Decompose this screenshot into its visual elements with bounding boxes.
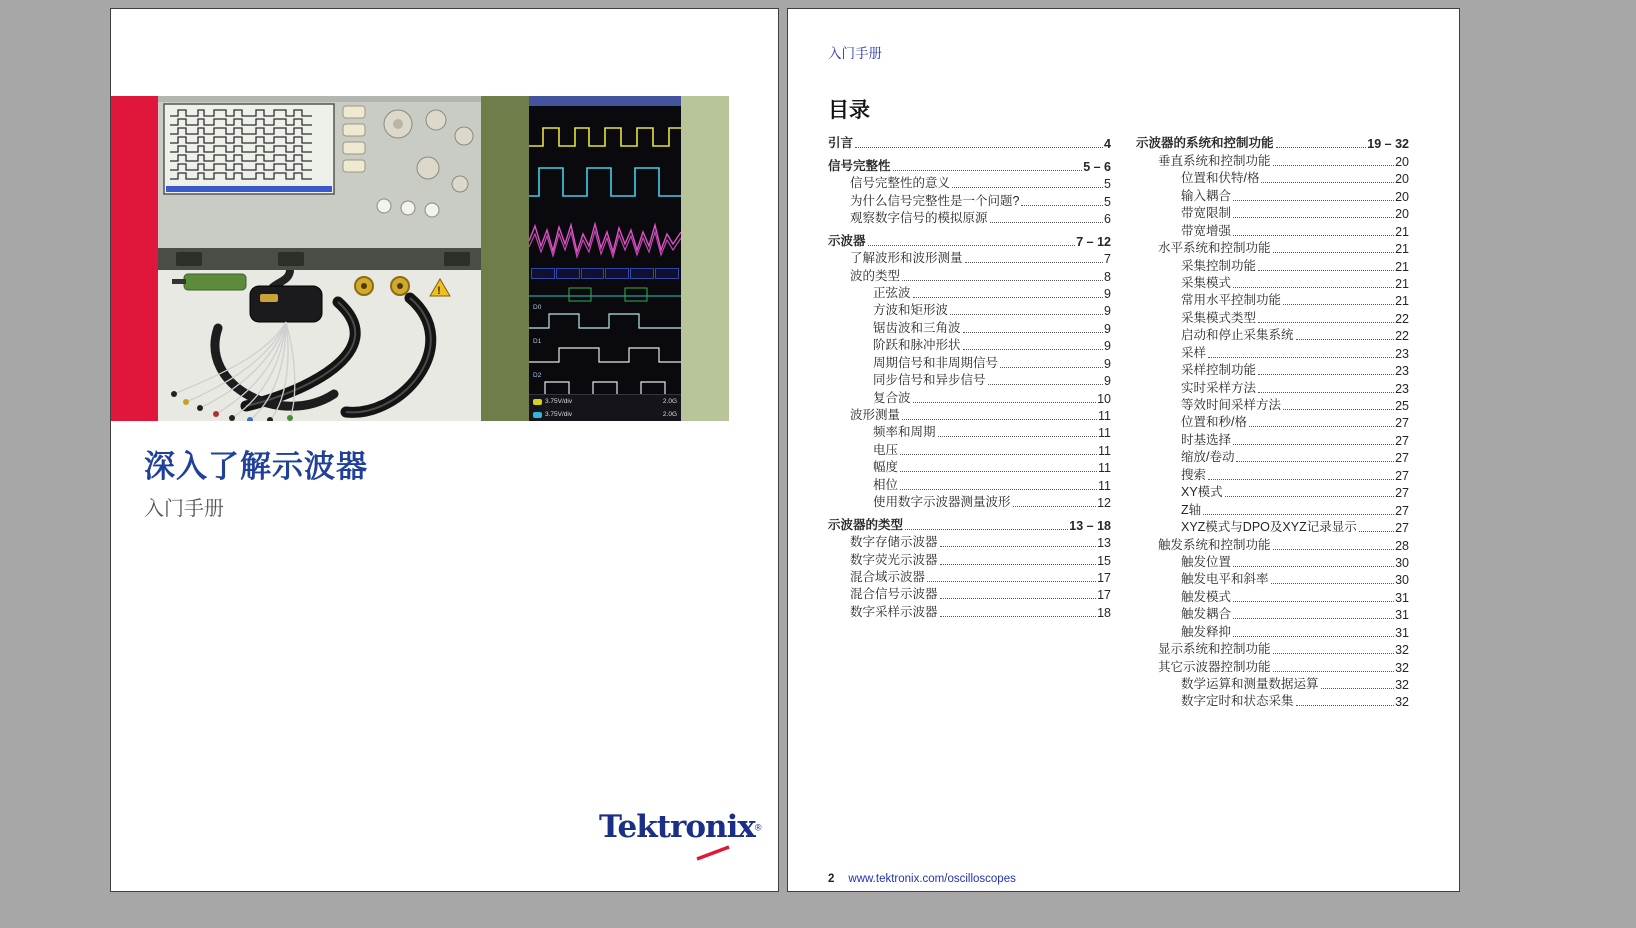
page-footer — [828, 873, 1016, 885]
toc-entry[interactable] — [828, 585, 1111, 602]
toc-entry-page: 31 — [1395, 608, 1409, 623]
tektronix-logo — [599, 809, 769, 865]
channel2-color-chip — [533, 412, 542, 418]
toc-entry[interactable] — [1136, 675, 1409, 692]
toc-entry[interactable] — [1136, 256, 1409, 273]
toc-entry-page: 32 — [1395, 643, 1409, 658]
toc-entry-page: 23 — [1395, 364, 1409, 379]
toc-entry[interactable] — [1136, 221, 1409, 238]
toc-entry-page: 32 — [1395, 660, 1409, 675]
leader-dots — [938, 436, 1098, 437]
toc-entry-label: 触发耦合 — [1181, 607, 1232, 622]
toc-entry[interactable] — [828, 266, 1111, 283]
toc-entry-page: 15 — [1097, 553, 1111, 568]
toc-entry[interactable] — [1136, 204, 1409, 221]
leader-dots — [902, 419, 1097, 420]
toc-entry[interactable] — [828, 284, 1111, 301]
toc-entry-label: 引言 — [828, 136, 854, 151]
leader-dots — [1233, 618, 1394, 619]
toc-entry-page: 13 – 18 — [1069, 518, 1111, 533]
toc-entry-page: 27 — [1395, 433, 1409, 448]
toc-entry-label: 带宽限制 — [1181, 206, 1232, 221]
toc-entry-page: 21 — [1395, 224, 1409, 239]
leader-dots — [1208, 479, 1394, 480]
toc-entry[interactable] — [1136, 692, 1409, 709]
toc-entry-label: 位置和秒/格 — [1181, 415, 1247, 430]
leader-dots — [1225, 496, 1394, 497]
toc-entry[interactable] — [1136, 151, 1409, 168]
toc-entry-label: 方波和矩形波 — [873, 303, 949, 318]
tektronix-wordmark: Tektronix — [599, 809, 755, 845]
toc-entry-label: 采集控制功能 — [1181, 258, 1257, 273]
leader-dots — [1258, 270, 1394, 271]
leader-dots — [1233, 566, 1394, 567]
scope-bus-cell — [581, 268, 605, 279]
toc-entry-label: 信号完整性的意义 — [850, 176, 951, 191]
toc-entry-page: 20 — [1395, 154, 1409, 169]
toc-entry-label: 垂直系统和控制功能 — [1158, 153, 1271, 168]
toc-entry[interactable] — [1136, 291, 1409, 308]
toc-entry-label: 示波器的系统和控制功能 — [1136, 136, 1274, 151]
toc-column-left — [828, 129, 1111, 620]
toc-entry-label: 采集模式 — [1181, 275, 1232, 290]
toc-entry[interactable] — [1136, 605, 1409, 622]
toc-entry-label: 数学运算和测量数据运算 — [1181, 677, 1319, 691]
leader-dots — [1013, 506, 1097, 507]
leader-dots — [1233, 200, 1394, 201]
toc-entry-label: 示波器 — [828, 233, 866, 248]
toc-entry-page: 18 — [1097, 605, 1111, 620]
leader-dots — [965, 262, 1104, 263]
toc-entry[interactable] — [1136, 134, 1409, 151]
registered-mark: ® — [754, 822, 762, 833]
toc-entry-page: 11 — [1098, 409, 1111, 423]
toc-entry-label: 时基选择 — [1181, 432, 1232, 447]
toc-entry-page: 5 — [1104, 177, 1111, 192]
footer-page-number: 2 — [828, 873, 835, 885]
scope-bus-cell — [605, 268, 629, 279]
scope-menu-bar — [529, 96, 681, 106]
leader-dots — [990, 222, 1104, 223]
toc-entry-label: 幅度 — [873, 460, 899, 475]
leader-dots — [900, 489, 1097, 490]
toc-entry-page: 11 — [1098, 461, 1111, 476]
toc-heading: 目录 — [828, 99, 870, 122]
toc-entry-label: 常用水平控制功能 — [1181, 293, 1282, 308]
toc-entry-page: 30 — [1395, 573, 1409, 588]
leader-dots — [1236, 461, 1394, 462]
toc-entry-page: 32 — [1395, 695, 1409, 710]
toc-entry[interactable] — [828, 388, 1111, 405]
leader-dots — [913, 402, 1097, 403]
toc-entry[interactable] — [1136, 657, 1409, 674]
toc-entry-label: 输入耦合 — [1181, 188, 1232, 203]
toc-entry[interactable] — [1136, 483, 1409, 500]
svg-text:!: ! — [437, 285, 441, 297]
leader-dots — [1283, 409, 1394, 410]
leader-dots — [940, 546, 1097, 547]
toc-entry-label: 采样控制功能 — [1181, 363, 1257, 378]
leader-dots — [1271, 583, 1395, 584]
toc-entry[interactable] — [1136, 553, 1409, 570]
toc-entry[interactable] — [1136, 448, 1409, 465]
digital-channel-label-d2: D2 — [533, 372, 542, 379]
toc-entry-page: 23 — [1395, 346, 1409, 361]
leader-dots — [1321, 688, 1395, 689]
leader-dots — [1233, 287, 1394, 288]
toc-entry-label: 水平系统和控制功能 — [1158, 241, 1271, 256]
leader-dots — [1258, 374, 1394, 375]
toc-entry-page: 9 — [1104, 356, 1111, 371]
toc-entry-page: 10 — [1097, 391, 1111, 406]
toc-entry-label: 相位 — [873, 477, 899, 492]
toc-entry-page: 13 — [1097, 536, 1111, 551]
toc-column-right — [1136, 129, 1409, 709]
leader-dots — [1233, 217, 1394, 218]
scope-status-row-ch1 — [529, 395, 681, 408]
toc-entry[interactable] — [828, 475, 1111, 492]
scope-bus-cell — [531, 268, 555, 279]
leader-dots — [913, 297, 1104, 298]
scope-bus-cell — [655, 268, 679, 279]
toc-entry-label: 了解波形和波形测量 — [850, 251, 963, 266]
toc-entry-label: 触发电平和斜率 — [1181, 572, 1269, 587]
toc-entry-label: 阶跃和脉冲形状 — [873, 338, 961, 353]
leader-dots — [905, 529, 1068, 530]
toc-entry-page: 21 — [1395, 259, 1409, 274]
toc-entry-label: 位置和伏特/格 — [1181, 171, 1260, 186]
toc-entry-page: 20 — [1395, 189, 1409, 204]
scope-waveforms — [529, 106, 681, 395]
leader-dots — [1021, 205, 1103, 206]
toc-entry[interactable] — [828, 458, 1111, 475]
toc-entry-label: 触发位置 — [1181, 554, 1232, 569]
toc-entry-page: 9 — [1104, 339, 1111, 354]
toc-entry[interactable] — [828, 568, 1111, 585]
toc-entry-page: 5 – 6 — [1083, 159, 1111, 174]
toc-entry-label: 混合域示波器 — [850, 569, 926, 584]
scope-status-bar — [529, 394, 681, 421]
leader-dots — [1233, 601, 1394, 602]
toc-entry-label: 触发释抑 — [1181, 624, 1232, 639]
toc-page — [787, 8, 1460, 892]
leader-dots — [855, 147, 1103, 148]
toc-entry[interactable] — [828, 493, 1111, 510]
toc-entry-label: 波的类型 — [850, 268, 901, 283]
toc-entry[interactable] — [828, 515, 1111, 532]
toc-entry[interactable] — [828, 231, 1111, 248]
toc-entry-page: 7 — [1104, 252, 1111, 267]
toc-entry-label: 等效时间采样方法 — [1181, 398, 1282, 412]
scope-bus-cell — [556, 268, 580, 279]
leader-dots — [1258, 322, 1394, 323]
toc-entry-label: 采集模式类型 — [1181, 310, 1257, 325]
toc-entry-label: 正弦波 — [873, 285, 911, 300]
toc-entry[interactable] — [1136, 326, 1409, 343]
toc-entry[interactable] — [828, 318, 1111, 335]
channel1-color-chip — [533, 399, 542, 405]
toc-entry-label: 其它示波器控制功能 — [1158, 659, 1271, 674]
leader-dots — [1296, 705, 1395, 706]
leader-dots — [940, 598, 1097, 599]
toc-entry-page: 21 — [1395, 294, 1409, 309]
oscilloscope-photo-art — [158, 96, 481, 421]
toc-entry-page: 30 — [1395, 555, 1409, 570]
toc-entry-label: 触发模式 — [1181, 589, 1232, 604]
leader-dots — [1296, 339, 1395, 340]
toc-entry-page: 31 — [1395, 590, 1409, 605]
scope-bus-cell — [630, 268, 654, 279]
scope-status-row-ch2 — [529, 408, 681, 421]
toc-entry-label: XY模式 — [1181, 485, 1223, 500]
toc-entry-label: 触发系统和控制功能 — [1158, 537, 1271, 552]
toc-entry-label: 实时采样方法 — [1181, 380, 1257, 395]
toc-entry-label: 电压 — [873, 442, 899, 457]
toc-entry[interactable] — [828, 301, 1111, 318]
footer-url-link[interactable]: www.tektronix.com/oscilloscopes — [848, 873, 1016, 885]
toc-entry[interactable] — [828, 353, 1111, 370]
toc-entry[interactable] — [828, 533, 1111, 550]
leader-dots — [1273, 671, 1395, 672]
cover-red-bar — [111, 96, 158, 421]
toc-entry[interactable] — [1136, 622, 1409, 639]
toc-entry-page: 27 — [1395, 503, 1409, 518]
leader-dots — [963, 332, 1104, 333]
toc-entry[interactable] — [1136, 500, 1409, 517]
toc-entry[interactable] — [1136, 274, 1409, 291]
toc-entry-page: 9 — [1104, 374, 1111, 389]
toc-entry-label: 启动和停止采集系统 — [1181, 328, 1294, 343]
toc-entry[interactable] — [1136, 570, 1409, 587]
toc-entry-page: 8 — [1104, 269, 1111, 284]
leader-dots — [963, 349, 1104, 350]
toc-entry-label: 周期信号和非周期信号 — [873, 355, 999, 370]
toc-entry-page: 12 — [1097, 496, 1111, 511]
toc-entry[interactable] — [828, 550, 1111, 567]
toc-entry-page: 22 — [1395, 329, 1409, 344]
toc-entry[interactable] — [828, 174, 1111, 191]
toc-entry-label: 示波器的类型 — [828, 517, 904, 532]
toc-entry-page: 23 — [1395, 381, 1409, 396]
channel1-scale: 3.75V/div — [545, 398, 573, 405]
leader-dots — [1233, 235, 1394, 236]
toc-entry[interactable] — [1136, 169, 1409, 186]
toc-entry-page: 4 — [1104, 137, 1111, 152]
toc-entry-page: 27 — [1395, 416, 1409, 431]
toc-entry-label: 同步信号和异步信号 — [873, 373, 986, 388]
toc-entry-page: 11 — [1098, 426, 1111, 441]
leader-dots — [1273, 252, 1395, 253]
leader-dots — [1273, 165, 1395, 166]
leader-dots — [902, 280, 1103, 281]
toc-entry[interactable] — [1136, 343, 1409, 360]
leader-dots — [1359, 531, 1394, 532]
digital-channel-label-d1: D1 — [533, 338, 542, 345]
cover-subtitle: 入门手册 — [144, 498, 224, 520]
toc-entry[interactable] — [1136, 535, 1409, 552]
digital-channel-label-d0: D0 — [533, 304, 542, 311]
toc-entry-page: 21 — [1395, 242, 1409, 257]
toc-entry-label: 数字荧光示波器 — [850, 552, 938, 567]
leader-dots — [952, 187, 1103, 188]
toc-entry-page: 11 — [1098, 443, 1111, 458]
leader-dots — [1258, 392, 1394, 393]
leader-dots — [1273, 653, 1395, 654]
toc-entry[interactable] — [828, 249, 1111, 266]
leader-dots — [1249, 426, 1394, 427]
toc-entry[interactable] — [1136, 518, 1409, 535]
scope-screen-capture — [529, 96, 681, 421]
toc-entry-page: 22 — [1395, 311, 1409, 326]
toc-entry-page: 9 — [1104, 304, 1111, 319]
toc-entry[interactable] — [1136, 396, 1409, 413]
leader-dots — [1261, 182, 1394, 183]
toc-entry-label: 显示系统和控制功能 — [1158, 642, 1271, 657]
toc-entry-page: 27 — [1395, 468, 1409, 483]
toc-entry-label: 采样 — [1181, 345, 1207, 360]
leader-dots — [900, 454, 1097, 455]
logo-red-slash — [695, 845, 735, 861]
leader-dots — [1208, 357, 1394, 358]
cover-collage — [111, 96, 729, 421]
toc-entry[interactable] — [1136, 587, 1409, 604]
toc-entry[interactable] — [828, 423, 1111, 440]
toc-entry[interactable] — [828, 209, 1111, 226]
toc-entry-label: 数字采样示波器 — [850, 604, 938, 619]
toc-entry[interactable] — [1136, 465, 1409, 482]
leader-dots — [893, 170, 1083, 171]
toc-entry-label: 复合波 — [873, 390, 911, 405]
toc-entry-page: 31 — [1395, 625, 1409, 640]
oscilloscope-photo — [158, 96, 481, 421]
toc-entry-page: 25 — [1395, 399, 1409, 413]
toc-entry[interactable] — [828, 134, 1111, 151]
toc-entry-label: 混合信号示波器 — [850, 587, 938, 602]
cover-sage-bar — [681, 96, 729, 421]
toc-entry[interactable] — [1136, 186, 1409, 203]
leader-dots — [1233, 636, 1394, 637]
toc-entry-label: 数字定时和状态采集 — [1181, 694, 1294, 709]
toc-entry[interactable] — [828, 440, 1111, 457]
leader-dots — [940, 564, 1097, 565]
toc-entry-page: 19 – 32 — [1367, 137, 1409, 152]
leader-dots — [988, 384, 1104, 385]
toc-entry-page: 7 – 12 — [1076, 234, 1111, 249]
toc-entry[interactable] — [828, 406, 1111, 423]
leader-dots — [927, 581, 1096, 582]
leader-dots — [1276, 147, 1367, 148]
channel2-sample-rate: 2.0G — [662, 411, 677, 418]
toc-entry-page: 28 — [1395, 538, 1409, 553]
leader-dots — [950, 314, 1103, 315]
leader-dots — [1000, 367, 1103, 368]
toc-entry[interactable] — [1136, 413, 1409, 430]
leader-dots — [1283, 304, 1394, 305]
toc-entry-page: 27 — [1395, 451, 1409, 466]
toc-entry-label: 锯齿波和三角波 — [873, 320, 961, 335]
toc-entry[interactable] — [1136, 378, 1409, 395]
toc-entry[interactable] — [1136, 308, 1409, 325]
toc-entry[interactable] — [1136, 430, 1409, 447]
channel2-scale: 3.75V/div — [545, 411, 573, 418]
toc-entry-label: 数字存储示波器 — [850, 535, 938, 550]
running-header-link[interactable]: 入门手册 — [828, 46, 882, 61]
channel1-sample-rate: 2.0G — [662, 398, 677, 405]
toc-entry-page: 21 — [1395, 276, 1409, 291]
toc-entry-label: 频率和周期 — [873, 425, 936, 440]
toc-entry-label: 带宽增强 — [1181, 223, 1232, 238]
leader-dots — [1203, 514, 1394, 515]
toc-entry[interactable] — [828, 156, 1111, 173]
toc-entry-page: 11 — [1098, 478, 1111, 493]
toc-entry-page: 27 — [1395, 521, 1409, 536]
toc-entry-page: 9 — [1104, 286, 1111, 301]
toc-entry-label: 波形测量 — [850, 408, 901, 422]
toc-entry-label: 搜索 — [1181, 467, 1207, 482]
toc-entry[interactable] — [828, 602, 1111, 619]
toc-entry-page: 27 — [1395, 486, 1409, 501]
toc-entry-page: 6 — [1104, 212, 1111, 227]
toc-entry[interactable] — [1136, 640, 1409, 657]
toc-entry-label: 观察数字信号的模拟原源 — [850, 211, 988, 226]
leader-dots — [1233, 444, 1394, 445]
leader-dots — [900, 471, 1097, 472]
scope-bus-row — [531, 268, 679, 279]
toc-entry-label: 为什么信号完整性是一个问题? — [850, 193, 1020, 208]
toc-entry[interactable] — [1136, 239, 1409, 256]
toc-entry-page: 20 — [1395, 207, 1409, 222]
toc-entry-page: 5 — [1104, 194, 1111, 209]
toc-entry-label: Z轴 — [1181, 502, 1202, 517]
toc-entry-label: XYZ模式与DPO及XYZ记录显示 — [1181, 520, 1357, 535]
cover-title: 深入了解示波器 — [144, 449, 368, 484]
toc-entry-label: 使用数字示波器测量波形 — [873, 495, 1011, 510]
toc-entry-page: 17 — [1097, 570, 1111, 585]
toc-entry[interactable] — [828, 371, 1111, 388]
leader-dots — [940, 616, 1097, 617]
cover-page — [110, 8, 779, 892]
leader-dots — [868, 245, 1076, 246]
toc-entry-label: 信号完整性 — [828, 158, 891, 173]
toc-entry-page: 20 — [1395, 172, 1409, 187]
toc-entry[interactable] — [828, 191, 1111, 208]
toc-entry[interactable] — [1136, 361, 1409, 378]
leader-dots — [1273, 549, 1395, 550]
toc-entry[interactable] — [828, 336, 1111, 353]
toc-entry-label: 缩放/卷动 — [1181, 450, 1235, 465]
cover-olive-bar — [481, 96, 529, 421]
toc-entry-page: 32 — [1395, 678, 1409, 692]
toc-entry-page: 9 — [1104, 321, 1111, 336]
toc-entry-page: 17 — [1097, 588, 1111, 603]
